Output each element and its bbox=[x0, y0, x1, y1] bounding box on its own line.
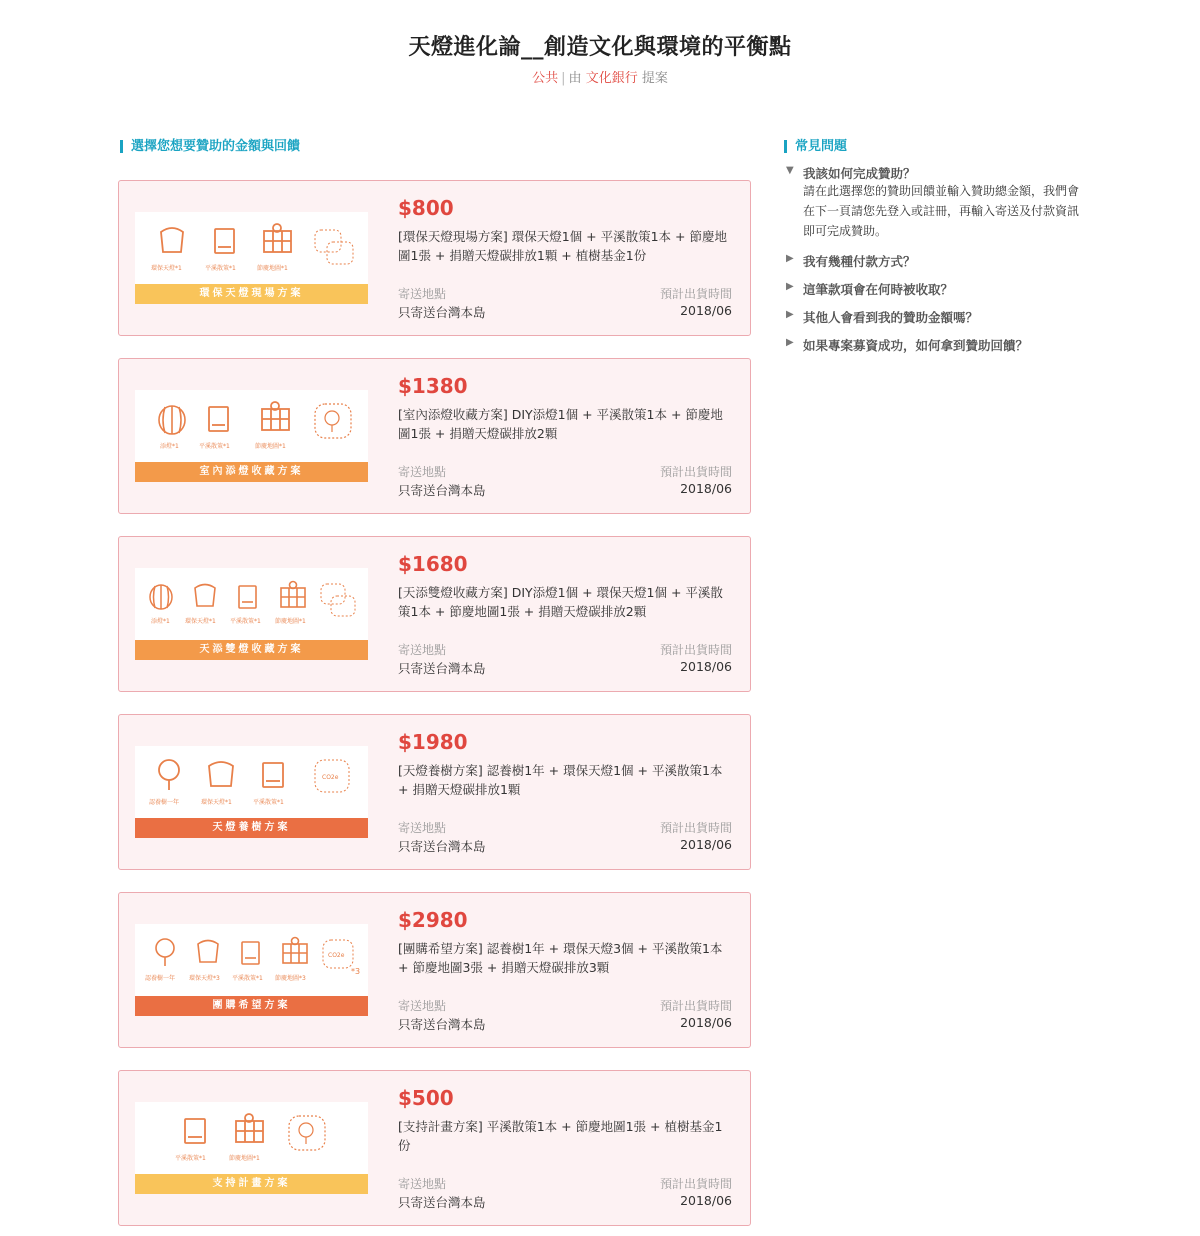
eta-value: 2018/06 bbox=[680, 1015, 732, 1030]
icon-label: 平溪散策*1 bbox=[232, 975, 263, 982]
reward-card[interactable] bbox=[118, 1070, 751, 1226]
faq-question-text: 如果專案募資成功，如何拿到贊助回饋？ bbox=[803, 338, 1029, 353]
map-icon bbox=[236, 1114, 263, 1142]
map-icon bbox=[264, 224, 291, 252]
caret-right-icon: ▶ bbox=[786, 253, 794, 264]
ship-label: 寄送地點 bbox=[398, 287, 447, 301]
reward-image bbox=[135, 924, 368, 1016]
project-meta bbox=[0, 67, 1200, 86]
reward-price: $800 bbox=[398, 196, 454, 220]
faq-question-1[interactable] bbox=[786, 252, 1086, 270]
icon-label: 認養樹一年 bbox=[145, 975, 176, 982]
book-icon bbox=[263, 763, 283, 787]
lantern-icon bbox=[195, 585, 215, 607]
reward-image bbox=[135, 1102, 368, 1194]
lantern-icon bbox=[161, 228, 183, 252]
paper-lantern-icon bbox=[159, 406, 185, 434]
reward-banner: 天添雙燈收藏方案 bbox=[135, 640, 368, 660]
caret-right-icon: ▶ bbox=[786, 309, 794, 320]
faq-question-0[interactable] bbox=[786, 164, 1086, 182]
eta-value: 2018/06 bbox=[680, 659, 732, 674]
book-icon bbox=[209, 407, 228, 431]
icon-label: 環保天燈*1 bbox=[151, 265, 182, 272]
ship-label: 寄送地點 bbox=[398, 643, 447, 657]
co2-tree-icon bbox=[321, 584, 355, 616]
by-prefix: 由 bbox=[568, 71, 582, 86]
faq-question-2[interactable] bbox=[786, 280, 1086, 298]
reward-card[interactable] bbox=[118, 714, 751, 870]
reward-description: [天添雙燈收藏方案] DIY添燈1個 + 環保天燈1個 + 平溪散策1本 + 節慶地圖1張 + 捐贈天燈碳排放2顆 bbox=[398, 585, 723, 619]
reward-card[interactable] bbox=[118, 180, 751, 336]
reward-image bbox=[135, 390, 368, 482]
faq-question-text: 我有幾種付款方式？ bbox=[803, 254, 916, 269]
eta-value: 2018/06 bbox=[680, 481, 732, 496]
reward-banner: 環保天燈現場方案 bbox=[135, 284, 368, 304]
eta-label: 預計出貨時間 bbox=[659, 465, 732, 479]
owner-link[interactable]: 文化銀行 bbox=[585, 71, 638, 86]
ship-label: 寄送地點 bbox=[398, 1177, 447, 1191]
reward-description: [天燈養樹方案] 認養樹1年 + 環保天燈1個 + 平溪散策1本 + 捐贈天燈碳排放1顆 bbox=[398, 763, 723, 797]
tree-icon bbox=[156, 939, 174, 966]
ship-value: 只寄送台灣本島 bbox=[398, 661, 486, 676]
ship-value: 只寄送台灣本島 bbox=[398, 483, 486, 498]
icon-label: 添燈*1 bbox=[151, 618, 170, 625]
caret-right-icon: ▶ bbox=[786, 281, 794, 292]
ship-value: 只寄送台灣本島 bbox=[398, 1195, 486, 1210]
ship-value: 只寄送台灣本島 bbox=[398, 305, 486, 320]
icon-label: 平溪散策*1 bbox=[175, 1155, 206, 1162]
reward-banner: 支持計畫方案 bbox=[135, 1174, 368, 1194]
meta-separator: | bbox=[561, 71, 566, 86]
faq-answer-0: 請在此選擇您的贊助回饋並輸入贊助總金額，我們會在下一頁請您先登入或註冊，再輸入寄送及付款資訊即可完成贊助。 bbox=[803, 184, 1080, 238]
co2-label: CO2e bbox=[328, 952, 345, 959]
reward-price: $1980 bbox=[398, 730, 468, 754]
ship-value: 只寄送台灣本島 bbox=[398, 839, 486, 854]
reward-description: [室內添燈收藏方案] DIY添燈1個 + 平溪散策1本 + 節慶地圖1張 + 捐贈天燈碳排放2顆 bbox=[398, 407, 723, 441]
page-title: 天燈進化論__創造文化與環境的平衡點 bbox=[408, 35, 792, 60]
category-link[interactable]: 公共 bbox=[532, 71, 559, 86]
map-icon bbox=[262, 402, 289, 430]
icon-label: 節慶地圖*3 bbox=[275, 975, 306, 982]
faq-question-4[interactable] bbox=[786, 336, 1086, 354]
icon-label: 平溪散策*1 bbox=[230, 618, 261, 625]
reward-image bbox=[135, 212, 368, 304]
eta-label: 預計出貨時間 bbox=[659, 821, 732, 835]
icon-label: 節慶地圖*1 bbox=[229, 1155, 260, 1162]
icon-label: 添燈*1 bbox=[160, 443, 179, 450]
tree-icon bbox=[159, 760, 179, 790]
tree-icon bbox=[315, 404, 351, 438]
faq-heading: 常見問題 bbox=[784, 140, 847, 153]
faq-question-text: 這筆款項會在何時被收取？ bbox=[803, 282, 954, 297]
eta-label: 預計出貨時間 bbox=[659, 1177, 732, 1191]
ship-label: 寄送地點 bbox=[398, 821, 447, 835]
reward-image bbox=[135, 746, 368, 838]
paper-lantern-icon bbox=[150, 585, 172, 609]
caret-down-icon: ▼ bbox=[786, 165, 794, 176]
icon-label: 環保天燈*1 bbox=[201, 799, 232, 806]
reward-banner: 天燈養樹方案 bbox=[135, 818, 368, 838]
eta-label: 預計出貨時間 bbox=[659, 643, 732, 657]
icon-label: 平溪散策*1 bbox=[253, 799, 284, 806]
faq-question-3[interactable] bbox=[786, 308, 1086, 326]
reward-banner: 團購希望方案 bbox=[135, 996, 368, 1016]
tree-icon bbox=[289, 1116, 325, 1150]
caret-right-icon: ▶ bbox=[786, 337, 794, 348]
eta-label: 預計出貨時間 bbox=[659, 999, 732, 1013]
co2-label: CO2e bbox=[322, 774, 339, 781]
eta-value: 2018/06 bbox=[680, 303, 732, 318]
lantern-icon bbox=[198, 941, 218, 963]
icon-label: 節慶地圖*1 bbox=[275, 618, 306, 625]
icon-label: 環保天燈*1 bbox=[185, 618, 216, 625]
eta-value: 2018/06 bbox=[680, 837, 732, 852]
reward-card[interactable] bbox=[118, 536, 751, 692]
book-icon bbox=[239, 586, 256, 608]
reward-price: $1680 bbox=[398, 552, 468, 576]
map-icon bbox=[283, 938, 307, 964]
map-icon bbox=[281, 582, 305, 608]
reward-price: $1380 bbox=[398, 374, 468, 398]
eta-value: 2018/06 bbox=[680, 1193, 732, 1208]
icon-label: 環保天燈*3 bbox=[189, 975, 220, 982]
reward-card[interactable] bbox=[118, 892, 751, 1048]
icon-label: 節慶地圖*1 bbox=[257, 265, 288, 272]
reward-price: $500 bbox=[398, 1086, 454, 1110]
book-icon bbox=[185, 1119, 205, 1143]
co2-multiplier: *3 bbox=[351, 967, 361, 976]
faq-question-text: 其他人會看到我的贊助金額嗎？ bbox=[803, 310, 979, 325]
co2-tree-icon bbox=[315, 230, 353, 264]
icon-label: 平溪散策*1 bbox=[205, 265, 236, 272]
icon-label: 節慶地圖*1 bbox=[255, 443, 286, 450]
reward-image bbox=[135, 568, 368, 660]
action-suffix: 提案 bbox=[641, 71, 668, 86]
rewards-heading: 選擇您想要贊助的金額與回饋 bbox=[120, 140, 300, 153]
lantern-icon bbox=[209, 762, 233, 786]
ship-label: 寄送地點 bbox=[398, 999, 447, 1013]
reward-description: [環保天燈現場方案] 環保天燈1個 + 平溪散策1本 + 節慶地圖1張 + 捐贈天燈碳排放1顆 + 植樹基金1份 bbox=[398, 229, 727, 263]
eta-label: 預計出貨時間 bbox=[659, 287, 732, 301]
reward-banner: 室內添燈收藏方案 bbox=[135, 462, 368, 482]
reward-price: $2980 bbox=[398, 908, 468, 932]
faq-question-text: 我該如何完成贊助？ bbox=[803, 166, 916, 181]
ship-value: 只寄送台灣本島 bbox=[398, 1017, 486, 1032]
reward-description: [支持計畫方案] 平溪散策1本 + 節慶地圖1張 + 植樹基金1份 bbox=[398, 1119, 723, 1153]
reward-card[interactable] bbox=[118, 358, 751, 514]
icon-label: 認養樹一年 bbox=[149, 799, 180, 806]
ship-label: 寄送地點 bbox=[398, 465, 447, 479]
book-icon bbox=[215, 229, 234, 253]
icon-label: 平溪散策*1 bbox=[199, 443, 230, 450]
reward-description: [團購希望方案] 認養樹1年 + 環保天燈3個 + 平溪散策1本 + 節慶地圖3張 + 捐贈天燈碳排放3顆 bbox=[398, 941, 723, 975]
book-icon bbox=[242, 942, 259, 964]
